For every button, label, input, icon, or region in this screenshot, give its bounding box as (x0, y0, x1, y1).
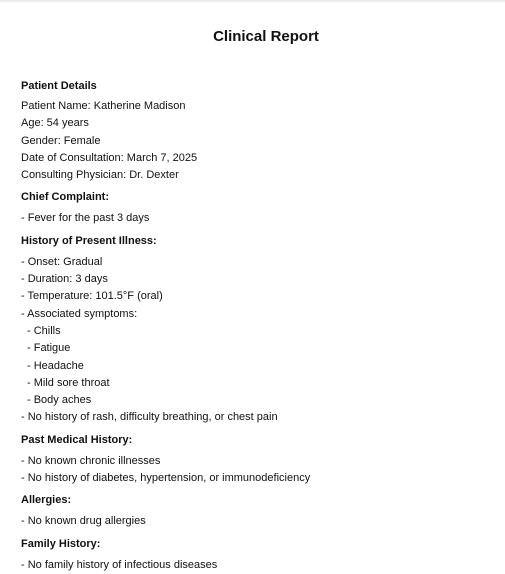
hpi-onset-line: - Onset: Gradual (21, 255, 103, 268)
symptom-item: - Mild sore throat (27, 376, 110, 389)
chief-complaint-heading: Chief Complaint: (21, 191, 109, 204)
patient-details-heading: Patient Details (21, 80, 97, 92)
report-title: Clinical Report (213, 28, 319, 45)
consultation-date-line: Date of Consultation: March 7, 2025 (21, 151, 198, 164)
symptom-item: - Headache (27, 359, 84, 372)
allergies-heading: Allergies: (21, 494, 72, 507)
consulting-physician-line: Consulting Physician: Dr. Dexter (21, 169, 179, 182)
pmh-line: - No known chronic illnesses (21, 454, 161, 467)
page-top-edge (0, 0, 505, 3)
report-body (21, 78, 491, 574)
symptom-item: - Chills (27, 324, 61, 337)
hpi-heading: History of Present Illness: (21, 234, 157, 247)
past-medical-history-heading: Past Medical History: (21, 433, 133, 446)
patient-gender-line: Gender: Female (21, 134, 101, 147)
patient-age-line: Age: 54 years (21, 117, 89, 130)
pmh-line: - No history of diabetes, hypertension, or immunodeficiency (21, 472, 311, 485)
symptom-item: - Body aches (27, 394, 92, 407)
family-history-line: - No family history of infectious diseases (21, 558, 218, 571)
hpi-duration-line: - Duration: 3 days (21, 273, 108, 286)
hpi-temperature-line: - Temperature: 101.5°F (oral) (21, 290, 163, 303)
allergies-line: - No known drug allergies (21, 515, 146, 528)
hpi-associated-symptoms-line: - Associated symptoms: (21, 307, 138, 320)
hpi-negatives-line: - No history of rash, difficulty breathing, or chest pain (21, 411, 278, 424)
symptom-item: - Fatigue (27, 342, 71, 355)
family-history-heading: Family History: (21, 537, 101, 550)
patient-name-line: Patient Name: Katherine Madison (21, 100, 186, 112)
chief-complaint-line: - Fever for the past 3 days (21, 212, 150, 225)
